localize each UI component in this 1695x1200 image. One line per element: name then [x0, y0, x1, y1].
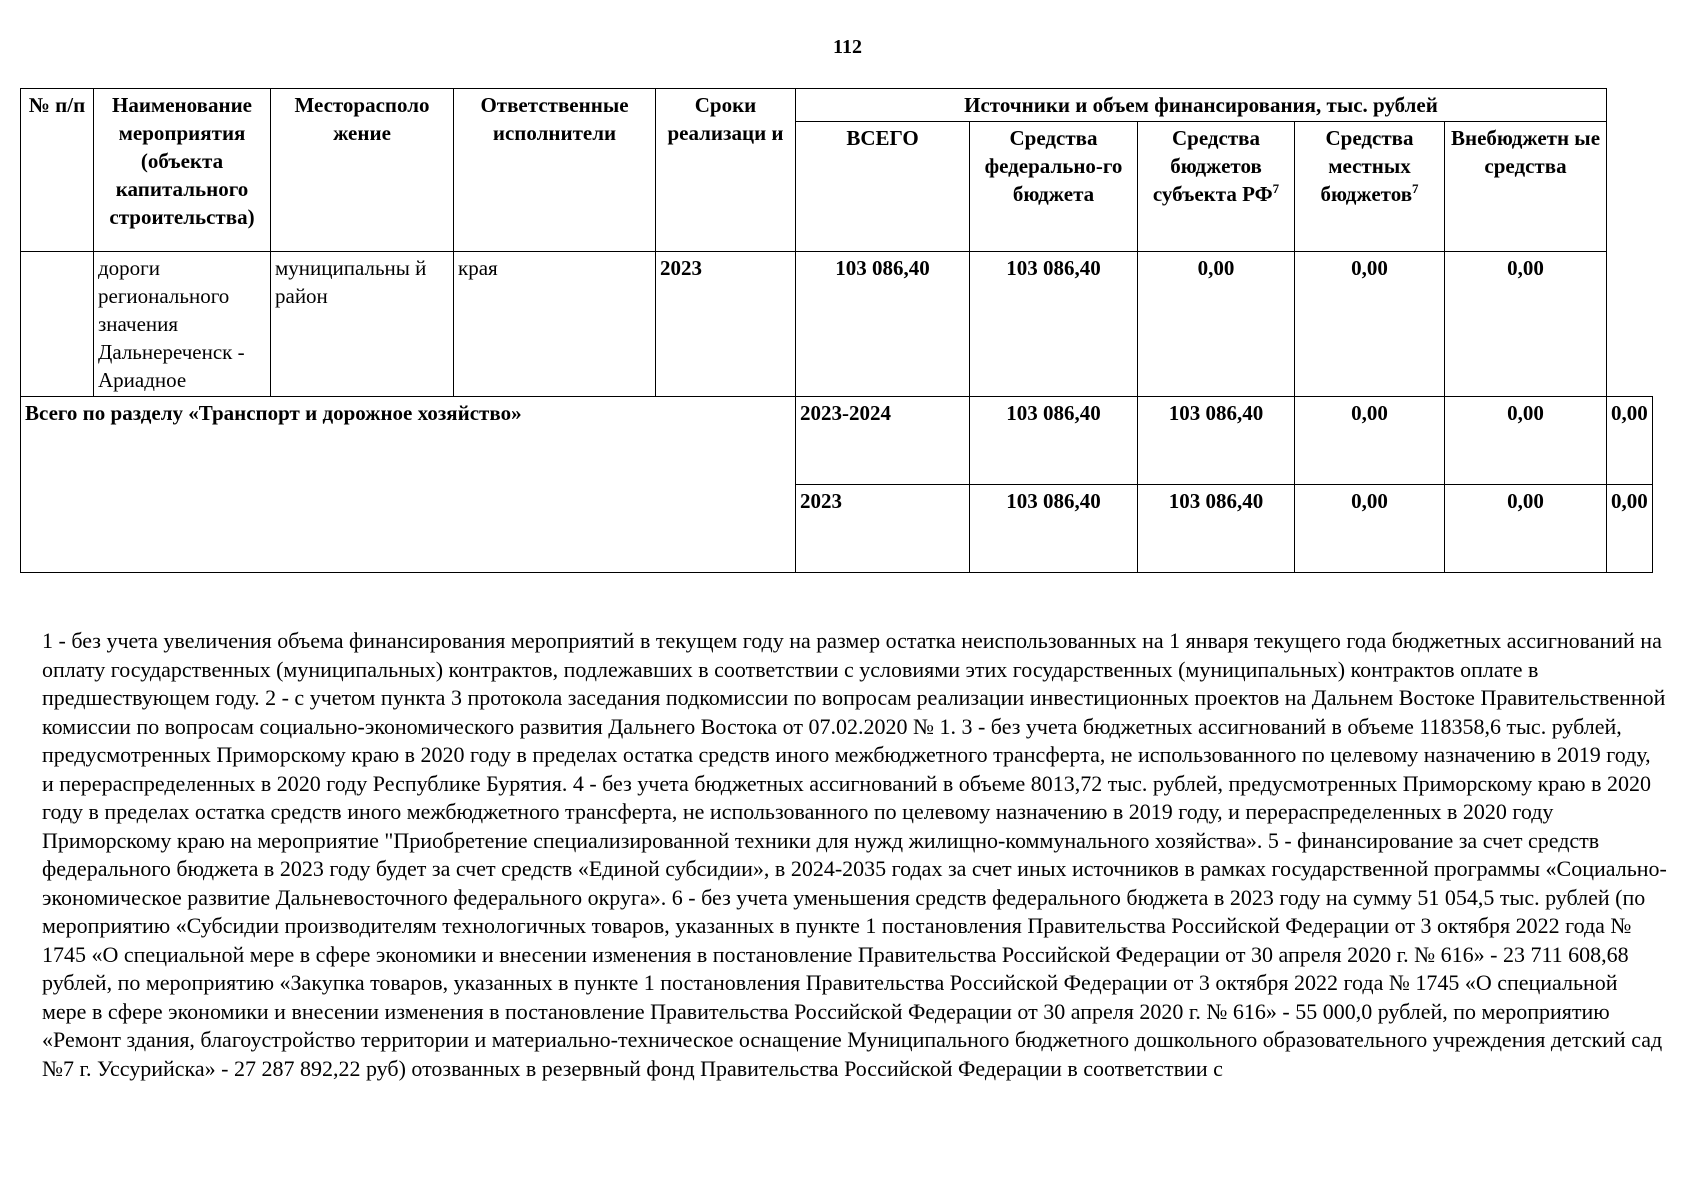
summary-total: 103 086,40: [970, 397, 1138, 485]
header-sources-group: Источники и объем финансирования, тыс. рублей: [796, 89, 1607, 122]
summary-total: 103 086,40: [970, 485, 1138, 573]
summary-federal: 103 086,40: [1138, 397, 1295, 485]
summary-label: Всего по разделу «Транспорт и дорожное хозяйство»: [21, 397, 796, 573]
header-local: [1295, 122, 1445, 252]
summary-terms: 2023-2024: [796, 397, 970, 485]
cell-terms: 2023: [656, 252, 796, 397]
summary-terms: 2023: [796, 485, 970, 573]
header-subject-text: Средства бюджетов субъекта РФ: [1152, 126, 1273, 206]
cell-federal: 103 086,40: [970, 252, 1138, 397]
header-local-footnote-ref: 7: [1412, 181, 1419, 196]
header-local-text: Средства местных бюджетов: [1320, 126, 1414, 206]
header-extra: Внебюджетн ые средства: [1445, 122, 1607, 252]
summary-federal: 103 086,40: [1138, 485, 1295, 573]
cell-location: муниципальны й район: [271, 252, 454, 397]
summary-extra: 0,00: [1607, 397, 1653, 485]
header-no: № п/п: [21, 89, 94, 252]
cell-no: [21, 252, 94, 397]
header-name: Наименование мероприятия (объекта капитального строительства): [94, 89, 271, 252]
financing-table: [20, 88, 1653, 573]
cell-subject: 0,00: [1138, 252, 1295, 397]
header-terms: Сроки реализаци и: [656, 89, 796, 252]
cell-executors: края: [454, 252, 656, 397]
header-executors: Ответственные исполнители: [454, 89, 656, 252]
summary-local: 0,00: [1445, 485, 1607, 573]
cell-extra: 0,00: [1445, 252, 1607, 397]
cell-total: 103 086,40: [796, 252, 970, 397]
page-number: 112: [833, 36, 862, 58]
summary-subject: 0,00: [1295, 397, 1445, 485]
cell-name: дороги регионального значения Дальнереченск - Ариадное: [94, 252, 271, 397]
header-subject-footnote-ref: 7: [1272, 181, 1280, 196]
header-federal: Средства федерально-го бюджета: [970, 122, 1138, 252]
summary-local: 0,00: [1445, 397, 1607, 485]
summary-subject: 0,00: [1295, 485, 1445, 573]
summary-row: [21, 397, 1653, 485]
cell-local: 0,00: [1295, 252, 1445, 397]
header-total: ВСЕГО: [796, 122, 970, 252]
footnote-text: 1 - без учета увеличения объема финансирования мероприятий в текущем году на размер остатка неиспользованных на 1 января текущего года бюджетных ассигнований на оплату государственных (муниципальных) контрактов, подлежавших в соответствии с условиями этих государственных (муниципальных) контрактов оплате в предшествующем году. 2 - с учетом пункта 3 протокола заседания подкомиссии по вопросам реализации инвестиционных проектов на Дальнем Востоке Правительственной комиссии по вопросам социально-экономического развития Дальнего Востока от 07.02.2020 № 1. 3 - без учета бюджетных ассигнований в объеме 118358,6 тыс. рублей, предусмотренных Приморскому краю в 2020 году в пределах остатка средств иного межбюджетного трансферта, не использованного по целевому назначению в 2019 году, и перераспределенных в 2020 году Республике Бурятия. 4 - без учета бюджетных ассигнований в объеме 8013,72 тыс. рублей, предусмотренных Приморскому краю в 2020 году в пределах остатка средств иного межбюджетного трансферта, не использованного по целевому назначению в 2019 году, и перераспределенных в 2020 году Приморскому краю на мероприятие "Приобретение специализированной техники для нужд жилищно-коммунального хозяйства». 5 - финансирование за счет средств федерального бюджета в 2023 году будет за счет средств «Единой субсидии», в 2024-2035 годах за счет иных источников в рамках государственной программы «Социально-экономическое развитие Дальневосточного федерального округа». 6 - без учета уменьшения средств федерального бюджета в 2023 году на сумму 51 054,5 тыс. рублей (по мероприятию «Субсидии производителям технологичных товаров, указанных в пункте 1 постановления Правительства Российской Федерации от 3 октября 2022 года № 1745 «О специальной мере в сфере экономики и внесении изменения в постановление Правительства Российской Федерации от 30 апреля 2020 г. № 616» - 23 711 608,68 рублей, по мероприятию «Закупка товаров, указанных в пункте 1 постановления Правительства Российской Федерации от 3 октября 2022 года № 1745 «О специальной мере в сфере экономики и внесении изменения в постановление Правительства Российской Федерации от 30 апреля 2020 г. № 616» - 55 000,0 рублей, по мероприятию «Ремонт здания, благоустройство территории и материально-техническое оснащение Муниципального бюджетного дошкольного образовательного учреждения детский сад №7 г. Уссурийска» - 27 287 892,22 руб) отозванных в резервный фонд Правительства Российской Федерации в соответствии с: [42, 628, 1667, 1081]
header-subject: [1138, 122, 1295, 252]
header-location: Месторасполо жение: [271, 89, 454, 252]
table-row: [21, 252, 1653, 397]
summary-extra: 0,00: [1607, 485, 1653, 573]
